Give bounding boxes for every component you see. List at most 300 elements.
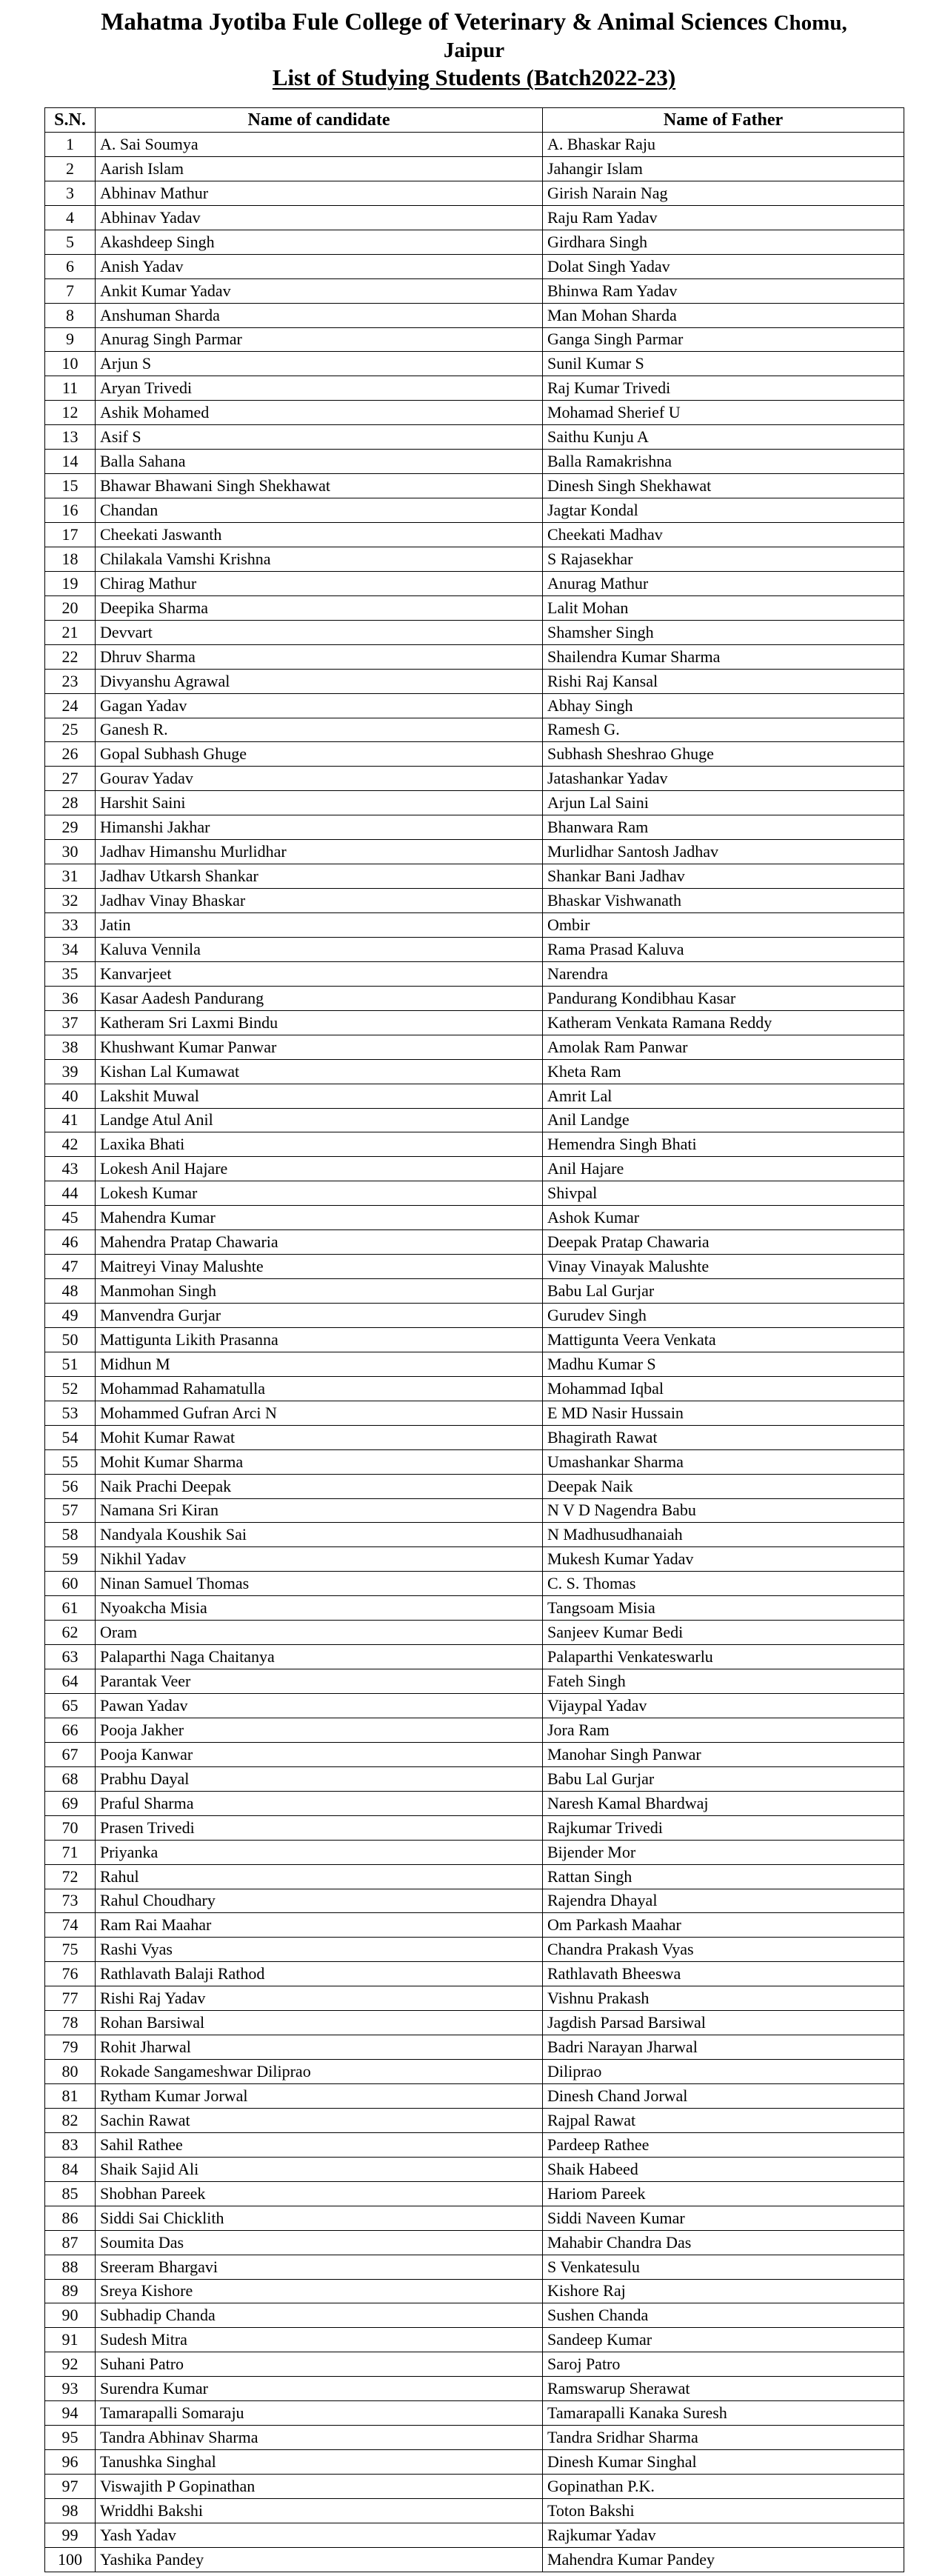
father-name-cell: Dolat Singh Yadav <box>543 254 904 278</box>
father-name-cell: Chandra Prakash Vyas <box>543 1938 904 1962</box>
father-name-cell: S Venkatesulu <box>543 2255 904 2279</box>
serial-number-cell: 89 <box>45 2279 96 2303</box>
serial-number-cell: 36 <box>45 986 96 1010</box>
father-name-cell: Rajendra Dhayal <box>543 1889 904 1913</box>
candidate-name-cell: Prasen Trivedi <box>96 1815 543 1840</box>
candidate-name-cell: Abhinav Mathur <box>96 181 543 205</box>
father-name-cell: Rattan Singh <box>543 1864 904 1889</box>
father-name-cell: Manohar Singh Panwar <box>543 1742 904 1766</box>
table-row <box>45 1523 904 1547</box>
serial-number-cell: 79 <box>45 2035 96 2060</box>
candidate-name-cell: Surendra Kumar <box>96 2377 543 2401</box>
table-row <box>45 2498 904 2523</box>
father-name-cell: Subhash Sheshrao Ghuge <box>543 742 904 767</box>
table-row <box>45 2011 904 2035</box>
father-name-cell: Deepak Pratap Chawaria <box>543 1230 904 1255</box>
candidate-name-cell: Chirag Mathur <box>96 571 543 595</box>
candidate-name-cell: Landge Atul Anil <box>96 1108 543 1132</box>
column-header-sn: S.N. <box>45 108 96 133</box>
candidate-name-cell: Jatin <box>96 913 543 938</box>
candidate-name-cell: Dhruv Sharma <box>96 644 543 669</box>
serial-number-cell: 7 <box>45 278 96 303</box>
table-row <box>45 595 904 620</box>
father-name-cell: Fateh Singh <box>543 1669 904 1694</box>
father-name-cell: Naresh Kamal Bhardwaj <box>543 1791 904 1815</box>
table-row <box>45 1425 904 1449</box>
father-name-cell: Mahendra Kumar Pandey <box>543 2547 904 2572</box>
serial-number-cell: 84 <box>45 2157 96 2181</box>
father-name-cell: Jagdish Parsad Barsiwal <box>543 2011 904 2035</box>
father-name-cell: Siddi Naveen Kumar <box>543 2206 904 2230</box>
father-name-cell: Lalit Mohan <box>543 595 904 620</box>
table-row <box>45 1986 904 2011</box>
candidate-name-cell: Cheekati Jaswanth <box>96 523 543 547</box>
serial-number-cell: 45 <box>45 1206 96 1230</box>
table-row <box>45 1913 904 1938</box>
serial-number-cell: 49 <box>45 1304 96 1328</box>
serial-number-cell: 38 <box>45 1035 96 1059</box>
father-name-cell: Tangsoam Misia <box>543 1596 904 1621</box>
table-row <box>45 1889 904 1913</box>
candidate-name-cell: Divyanshu Agrawal <box>96 669 543 693</box>
table-row <box>45 1279 904 1304</box>
serial-number-cell: 80 <box>45 2060 96 2084</box>
table-row <box>45 1669 904 1694</box>
serial-number-cell: 17 <box>45 523 96 547</box>
table-row <box>45 1694 904 1718</box>
college-location-inline: Chomu, <box>773 11 847 35</box>
father-name-cell: Bhanwara Ram <box>543 815 904 840</box>
father-name-cell: Diliprao <box>543 2060 904 2084</box>
table-row <box>45 571 904 595</box>
father-name-cell: Abhay Singh <box>543 693 904 718</box>
table-row <box>45 474 904 498</box>
serial-number-cell: 37 <box>45 1010 96 1035</box>
father-name-cell: Sunil Kumar S <box>543 352 904 376</box>
father-name-cell: C. S. Thomas <box>543 1572 904 1596</box>
serial-number-cell: 4 <box>45 205 96 230</box>
column-header-father: Name of Father <box>543 108 904 133</box>
serial-number-cell: 3 <box>45 181 96 205</box>
serial-number-cell: 47 <box>45 1255 96 1279</box>
candidate-name-cell: Nyoakcha Misia <box>96 1596 543 1621</box>
candidate-name-cell: Balla Sahana <box>96 450 543 474</box>
candidate-name-cell: Katheram Sri Laxmi Bindu <box>96 1010 543 1035</box>
candidate-name-cell: Namana Sri Kiran <box>96 1498 543 1523</box>
candidate-name-cell: Soumita Das <box>96 2230 543 2255</box>
serial-number-cell: 54 <box>45 1425 96 1449</box>
table-row <box>45 1718 904 1742</box>
serial-number-cell: 62 <box>45 1621 96 1645</box>
table-row <box>45 401 904 425</box>
serial-number-cell: 13 <box>45 425 96 450</box>
serial-number-cell: 97 <box>45 2475 96 2499</box>
serial-number-cell: 75 <box>45 1938 96 1962</box>
serial-number-cell: 99 <box>45 2523 96 2547</box>
candidate-name-cell: Kasar Aadesh Pandurang <box>96 986 543 1010</box>
table-row <box>45 2255 904 2279</box>
candidate-name-cell: Praful Sharma <box>96 1791 543 1815</box>
table-row <box>45 1815 904 1840</box>
serial-number-cell: 1 <box>45 133 96 157</box>
serial-number-cell: 30 <box>45 840 96 864</box>
table-row <box>45 1230 904 1255</box>
serial-number-cell: 67 <box>45 1742 96 1766</box>
father-name-cell: Rajpal Rawat <box>543 2108 904 2132</box>
candidate-name-cell: Viswajith P Gopinathan <box>96 2475 543 2499</box>
table-row <box>45 254 904 278</box>
table-row <box>45 2523 904 2547</box>
serial-number-cell: 85 <box>45 2181 96 2206</box>
candidate-name-cell: Nandyala Koushik Sai <box>96 1523 543 1547</box>
candidate-name-cell: Rytham Kumar Jorwal <box>96 2084 543 2109</box>
candidate-name-cell: Khushwant Kumar Panwar <box>96 1035 543 1059</box>
serial-number-cell: 60 <box>45 1572 96 1596</box>
father-name-cell: Vijaypal Yadav <box>543 1694 904 1718</box>
father-name-cell: Anil Landge <box>543 1108 904 1132</box>
serial-number-cell: 32 <box>45 889 96 913</box>
candidate-name-cell: Asif S <box>96 425 543 450</box>
candidate-name-cell: Bhawar Bhawani Singh Shekhawat <box>96 474 543 498</box>
table-row <box>45 767 904 791</box>
candidate-name-cell: Lokesh Anil Hajare <box>96 1157 543 1181</box>
table-row <box>45 2230 904 2255</box>
table-row <box>45 840 904 864</box>
table-row <box>45 2328 904 2352</box>
father-name-cell: Murlidhar Santosh Jadhav <box>543 840 904 864</box>
father-name-cell: Rajkumar Trivedi <box>543 1815 904 1840</box>
table-row <box>45 156 904 181</box>
father-name-cell: Shankar Bani Jadhav <box>543 864 904 889</box>
candidate-name-cell: Deepika Sharma <box>96 595 543 620</box>
candidate-name-cell: Anshuman Sharda <box>96 303 543 327</box>
serial-number-cell: 25 <box>45 718 96 742</box>
serial-number-cell: 53 <box>45 1401 96 1425</box>
table-row <box>45 2132 904 2157</box>
table-row <box>45 791 904 815</box>
serial-number-cell: 88 <box>45 2255 96 2279</box>
candidate-name-cell: Mohit Kumar Rawat <box>96 1425 543 1449</box>
father-name-cell: Gopinathan P.K. <box>543 2475 904 2499</box>
table-row <box>45 1206 904 1230</box>
table-row <box>45 1791 904 1815</box>
father-name-cell: Amolak Ram Panwar <box>543 1035 904 1059</box>
table-row <box>45 669 904 693</box>
candidate-name-cell: Pawan Yadav <box>96 1694 543 1718</box>
candidate-name-cell: Maitreyi Vinay Malushte <box>96 1255 543 1279</box>
father-name-cell: Dinesh Singh Shekhawat <box>543 474 904 498</box>
serial-number-cell: 27 <box>45 767 96 791</box>
candidate-name-cell: Devvart <box>96 620 543 644</box>
table-row <box>45 1572 904 1596</box>
table-row <box>45 303 904 327</box>
table-row <box>45 1010 904 1035</box>
father-name-cell: Deepak Naik <box>543 1474 904 1498</box>
serial-number-cell: 70 <box>45 1815 96 1840</box>
table-row <box>45 1962 904 1986</box>
father-name-cell: Hariom Pareek <box>543 2181 904 2206</box>
candidate-name-cell: Pooja Jakher <box>96 1718 543 1742</box>
candidate-name-cell: Ganesh R. <box>96 718 543 742</box>
table-row <box>45 1596 904 1621</box>
table-row <box>45 961 904 986</box>
candidate-name-cell: Lakshit Muwal <box>96 1084 543 1108</box>
table-row <box>45 278 904 303</box>
father-name-cell: Ombir <box>543 913 904 938</box>
serial-number-cell: 86 <box>45 2206 96 2230</box>
candidate-name-cell: Ram Rai Maahar <box>96 1913 543 1938</box>
table-row <box>45 644 904 669</box>
table-row <box>45 1645 904 1669</box>
candidate-name-cell: Anish Yadav <box>96 254 543 278</box>
father-name-cell: Shivpal <box>543 1181 904 1206</box>
students-table-body <box>45 133 904 2572</box>
father-name-cell: Ganga Singh Parmar <box>543 327 904 352</box>
candidate-name-cell: Rathlavath Balaji Rathod <box>96 1962 543 1986</box>
serial-number-cell: 5 <box>45 230 96 254</box>
father-name-cell: Bhagirath Rawat <box>543 1425 904 1449</box>
candidate-name-cell: Rokade Sangameshwar Diliprao <box>96 2060 543 2084</box>
table-row <box>45 352 904 376</box>
candidate-name-cell: Tamarapalli Somaraju <box>96 2401 543 2426</box>
serial-number-cell: 69 <box>45 1791 96 1815</box>
serial-number-cell: 20 <box>45 595 96 620</box>
candidate-name-cell: Siddi Sai Chicklith <box>96 2206 543 2230</box>
father-name-cell: Cheekati Madhav <box>543 523 904 547</box>
serial-number-cell: 73 <box>45 1889 96 1913</box>
table-row <box>45 425 904 450</box>
father-name-cell: Shaik Habeed <box>543 2157 904 2181</box>
serial-number-cell: 68 <box>45 1766 96 1791</box>
serial-number-cell: 87 <box>45 2230 96 2255</box>
candidate-name-cell: Pooja Kanwar <box>96 1742 543 1766</box>
father-name-cell: Kishore Raj <box>543 2279 904 2303</box>
table-row <box>45 742 904 767</box>
serial-number-cell: 44 <box>45 1181 96 1206</box>
father-name-cell: Ramswarup Sherawat <box>543 2377 904 2401</box>
candidate-name-cell: Palaparthi Naga Chaitanya <box>96 1645 543 1669</box>
table-row <box>45 327 904 352</box>
table-row <box>45 693 904 718</box>
serial-number-cell: 33 <box>45 913 96 938</box>
serial-number-cell: 55 <box>45 1449 96 1474</box>
table-row <box>45 937 904 961</box>
table-row <box>45 620 904 644</box>
table-row <box>45 376 904 401</box>
list-title <box>0 64 948 92</box>
serial-number-cell: 41 <box>45 1108 96 1132</box>
candidate-name-cell: Mahendra Pratap Chawaria <box>96 1230 543 1255</box>
serial-number-cell: 61 <box>45 1596 96 1621</box>
candidate-name-cell: Mohit Kumar Sharma <box>96 1449 543 1474</box>
college-name-heading <box>0 7 948 38</box>
father-name-cell: Babu Lal Gurjar <box>543 1766 904 1791</box>
father-name-cell: S Rajasekhar <box>543 547 904 571</box>
table-row <box>45 2108 904 2132</box>
serial-number-cell: 91 <box>45 2328 96 2352</box>
list-title-text: List of Studying Students (Batch2022-23) <box>272 64 676 90</box>
father-name-cell: Palaparthi Venkateswarlu <box>543 1645 904 1669</box>
candidate-name-cell: Ashik Mohamed <box>96 401 543 425</box>
father-name-cell: N Madhusudhanaiah <box>543 1523 904 1547</box>
father-name-cell: Shamsher Singh <box>543 620 904 644</box>
candidate-name-cell: Rashi Vyas <box>96 1938 543 1962</box>
table-row <box>45 2279 904 2303</box>
father-name-cell: Sushen Chanda <box>543 2303 904 2328</box>
serial-number-cell: 26 <box>45 742 96 767</box>
father-name-cell: Katheram Venkata Ramana Reddy <box>543 1010 904 1035</box>
candidate-name-cell: Rohit Jharwal <box>96 2035 543 2060</box>
serial-number-cell: 39 <box>45 1059 96 1084</box>
father-name-cell: A. Bhaskar Raju <box>543 133 904 157</box>
candidate-name-cell: Jadhav Utkarsh Shankar <box>96 864 543 889</box>
father-name-cell: Girdhara Singh <box>543 230 904 254</box>
candidate-name-cell: Chilakala Vamshi Krishna <box>96 547 543 571</box>
father-name-cell: Bhaskar Vishwanath <box>543 889 904 913</box>
father-name-cell: Vishnu Prakash <box>543 1986 904 2011</box>
candidate-name-cell: Jadhav Vinay Bhaskar <box>96 889 543 913</box>
candidate-name-cell: Yash Yadav <box>96 2523 543 2547</box>
column-header-candidate: Name of candidate <box>96 108 543 133</box>
candidate-name-cell: Abhinav Yadav <box>96 205 543 230</box>
serial-number-cell: 63 <box>45 1645 96 1669</box>
table-row <box>45 1255 904 1279</box>
candidate-name-cell: Parantak Veer <box>96 1669 543 1694</box>
serial-number-cell: 21 <box>45 620 96 644</box>
table-row <box>45 718 904 742</box>
father-name-cell: Kheta Ram <box>543 1059 904 1084</box>
table-row <box>45 498 904 523</box>
candidate-name-cell: Oram <box>96 1621 543 1645</box>
serial-number-cell: 58 <box>45 1523 96 1547</box>
table-row <box>45 547 904 571</box>
candidate-name-cell: Lokesh Kumar <box>96 1181 543 1206</box>
father-name-cell: Mukesh Kumar Yadav <box>543 1547 904 1572</box>
father-name-cell: Dinesh Chand Jorwal <box>543 2084 904 2109</box>
father-name-cell: Raj Kumar Trivedi <box>543 376 904 401</box>
father-name-cell: E MD Nasir Hussain <box>543 1401 904 1425</box>
serial-number-cell: 51 <box>45 1352 96 1376</box>
serial-number-cell: 15 <box>45 474 96 498</box>
serial-number-cell: 40 <box>45 1084 96 1108</box>
serial-number-cell: 6 <box>45 254 96 278</box>
candidate-name-cell: Chandan <box>96 498 543 523</box>
candidate-name-cell: Yashika Pandey <box>96 2547 543 2572</box>
candidate-name-cell: Sudesh Mitra <box>96 2328 543 2352</box>
candidate-name-cell: Rahul <box>96 1864 543 1889</box>
father-name-cell: Rathlavath Bheeswa <box>543 1962 904 1986</box>
candidate-name-cell: Mohammad Rahamatulla <box>96 1376 543 1401</box>
table-row <box>45 205 904 230</box>
father-name-cell: Anurag Mathur <box>543 571 904 595</box>
candidate-name-cell: Rahul Choudhary <box>96 1889 543 1913</box>
candidate-name-cell: Prabhu Dayal <box>96 1766 543 1791</box>
serial-number-cell: 10 <box>45 352 96 376</box>
table-row <box>45 1742 904 1766</box>
candidate-name-cell: Gagan Yadav <box>96 693 543 718</box>
serial-number-cell: 83 <box>45 2132 96 2157</box>
candidate-name-cell: Naik Prachi Deepak <box>96 1474 543 1498</box>
candidate-name-cell: Jadhav Himanshu Murlidhar <box>96 840 543 864</box>
serial-number-cell: 82 <box>45 2108 96 2132</box>
serial-number-cell: 12 <box>45 401 96 425</box>
father-name-cell: Mahabir Chandra Das <box>543 2230 904 2255</box>
candidate-name-cell: Rohan Barsiwal <box>96 2011 543 2035</box>
father-name-cell: Hemendra Singh Bhati <box>543 1132 904 1157</box>
candidate-name-cell: Tanushka Singhal <box>96 2450 543 2475</box>
candidate-name-cell: Nikhil Yadav <box>96 1547 543 1572</box>
father-name-cell: Babu Lal Gurjar <box>543 1279 904 1304</box>
serial-number-cell: 18 <box>45 547 96 571</box>
serial-number-cell: 76 <box>45 1962 96 1986</box>
serial-number-cell: 16 <box>45 498 96 523</box>
table-row <box>45 2206 904 2230</box>
candidate-name-cell: Aarish Islam <box>96 156 543 181</box>
candidate-name-cell: Mahendra Kumar <box>96 1206 543 1230</box>
table-row <box>45 1304 904 1328</box>
father-name-cell: Man Mohan Sharda <box>543 303 904 327</box>
father-name-cell: Badri Narayan Jharwal <box>543 2035 904 2060</box>
candidate-name-cell: Himanshi Jakhar <box>96 815 543 840</box>
serial-number-cell: 35 <box>45 961 96 986</box>
serial-number-cell: 64 <box>45 1669 96 1694</box>
candidate-name-cell: Manmohan Singh <box>96 1279 543 1304</box>
father-name-cell: Amrit Lal <box>543 1084 904 1108</box>
serial-number-cell: 77 <box>45 1986 96 2011</box>
table-row <box>45 2450 904 2475</box>
candidate-name-cell: Gourav Yadav <box>96 767 543 791</box>
candidate-name-cell: Gopal Subhash Ghuge <box>96 742 543 767</box>
candidate-name-cell: Suhani Patro <box>96 2352 543 2377</box>
father-name-cell: Vinay Vinayak Malushte <box>543 1255 904 1279</box>
candidate-name-cell: Kanvarjeet <box>96 961 543 986</box>
candidate-name-cell: Harshit Saini <box>96 791 543 815</box>
table-row <box>45 1376 904 1401</box>
table-row <box>45 230 904 254</box>
father-name-cell: Jatashankar Yadav <box>543 767 904 791</box>
serial-number-cell: 100 <box>45 2547 96 2572</box>
table-header-row <box>45 108 904 133</box>
table-row <box>45 1401 904 1425</box>
father-name-cell: Pardeep Rathee <box>543 2132 904 2157</box>
college-name: Mahatma Jyotiba Fule College of Veterinary & Animal Sciences <box>101 9 768 36</box>
table-row <box>45 1035 904 1059</box>
table-row <box>45 1327 904 1352</box>
serial-number-cell: 52 <box>45 1376 96 1401</box>
table-row <box>45 2377 904 2401</box>
father-name-cell: Saithu Kunju A <box>543 425 904 450</box>
candidate-name-cell: Mohammed Gufran Arci N <box>96 1401 543 1425</box>
candidate-name-cell: Kishan Lal Kumawat <box>96 1059 543 1084</box>
table-row <box>45 2157 904 2181</box>
table-row <box>45 2084 904 2109</box>
candidate-name-cell: Shaik Sajid Ali <box>96 2157 543 2181</box>
serial-number-cell: 66 <box>45 1718 96 1742</box>
table-row <box>45 133 904 157</box>
father-name-cell: Umashankar Sharma <box>543 1449 904 1474</box>
college-location-line2: Jaipur <box>443 39 505 62</box>
candidate-name-cell: Anurag Singh Parmar <box>96 327 543 352</box>
father-name-cell: Balla Ramakrishna <box>543 450 904 474</box>
table-row <box>45 1621 904 1645</box>
serial-number-cell: 94 <box>45 2401 96 2426</box>
table-row <box>45 986 904 1010</box>
table-row <box>45 1108 904 1132</box>
serial-number-cell: 59 <box>45 1547 96 1572</box>
serial-number-cell: 92 <box>45 2352 96 2377</box>
candidate-name-cell: Sachin Rawat <box>96 2108 543 2132</box>
students-table <box>44 107 904 2572</box>
